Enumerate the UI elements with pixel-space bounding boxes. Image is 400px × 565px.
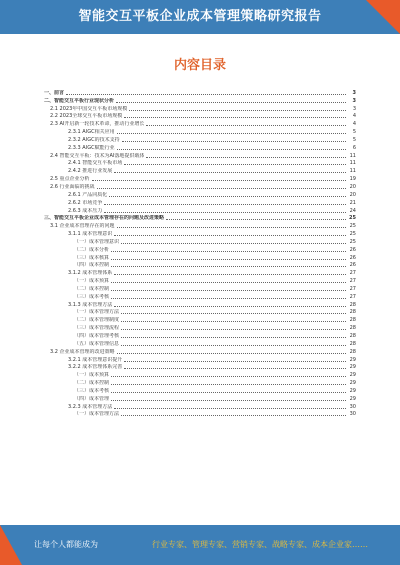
toc-leader-dots [111, 376, 346, 377]
toc-leader-dots [111, 282, 346, 283]
toc-entry-label: （二）成本控制 [74, 380, 110, 387]
toc-entry[interactable] [44, 284, 356, 292]
toc-entry-page: 27 [349, 285, 356, 292]
toc-leader-dots [66, 94, 346, 95]
toc-entry-label: 3.1.3 成本管理方法 [68, 301, 113, 308]
toc-entry[interactable] [44, 386, 356, 394]
toc-entry-page: 29 [349, 364, 356, 371]
toc-entry[interactable] [44, 402, 356, 410]
toc-entry[interactable] [44, 323, 356, 331]
toc-entry[interactable] [44, 182, 356, 190]
footer-tagline: 行业专家、管理专家、营销专家、战略专家、成本企业家…… [152, 540, 368, 549]
toc-entry[interactable] [44, 410, 356, 418]
toc-entry[interactable] [44, 119, 356, 127]
toc-entry[interactable] [44, 190, 356, 198]
toc-entry[interactable] [44, 143, 356, 151]
toc-entry-page: 26 [349, 246, 356, 253]
corner-decoration [366, 0, 400, 34]
toc-entry-label: 2.4.1 智能交互平板市场 [68, 160, 123, 167]
toc-entry-label: （二）成本分析 [74, 246, 110, 253]
toc-entry-page: 4 [352, 113, 356, 120]
toc-leader-dots [111, 400, 346, 401]
toc-entry-label: 2.1 2023年中国交互平板市场规模 [50, 105, 128, 112]
toc-entry-page: 25 [349, 231, 356, 238]
toc-leader-dots [111, 290, 346, 291]
toc-entry[interactable] [44, 104, 356, 112]
toc-entry-label: 2.6.1 产品同质化 [68, 191, 108, 198]
toc-entry-label: 3.1.2 成本管理体系 [68, 270, 113, 277]
toc-entry-page: 20 [349, 191, 356, 198]
toc-entry[interactable] [44, 370, 356, 378]
toc-leader-dots [146, 157, 346, 158]
toc-entry-page: 29 [349, 395, 356, 402]
toc-entry[interactable] [44, 206, 356, 214]
toc-entry[interactable] [44, 221, 356, 229]
toc-entry-label: 2.4.2 推进行业发展 [68, 168, 113, 175]
toc-leader-dots [146, 125, 346, 126]
toc-leader-dots [114, 172, 346, 173]
table-of-contents [44, 88, 356, 417]
toc-entry[interactable] [44, 159, 356, 167]
toc-leader-dots [114, 408, 346, 409]
toc-entry-label: （三）成本管理流程 [74, 325, 120, 332]
toc-entry-label: （一）成本预算 [74, 372, 110, 379]
toc-entry-page: 28 [349, 301, 356, 308]
toc-entry[interactable] [44, 174, 356, 182]
toc-leader-dots [124, 368, 346, 369]
toc-leader-dots [121, 329, 346, 330]
toc-entry[interactable] [44, 166, 356, 174]
toc-entry-page: 28 [349, 340, 356, 347]
toc-entry[interactable] [44, 112, 356, 120]
toc-entry-label: （四）成本控制 [74, 262, 110, 269]
toc-leader-dots [116, 102, 346, 103]
toc-entry-label: （一）成本管理意识 [74, 238, 120, 245]
toc-entry-page: 28 [349, 317, 356, 324]
toc-leader-dots [117, 353, 346, 354]
toc-leader-dots [111, 251, 346, 252]
toc-entry-page: 25 [349, 238, 356, 245]
report-title: 智能交互平板企业成本管理策略研究报告 [78, 9, 322, 24]
toc-entry[interactable] [44, 268, 356, 276]
toc-leader-dots [92, 180, 346, 181]
toc-entry[interactable] [44, 394, 356, 402]
toc-entry-page: 30 [349, 411, 356, 418]
toc-entry-page: 25 [349, 223, 356, 230]
toc-entry-label: 2.4 智能交互平板：技术为AI落地提供载体 [50, 152, 145, 159]
toc-entry[interactable] [44, 339, 356, 347]
footer-slogan: 让每个人都能成为 [34, 540, 98, 549]
toc-leader-dots [111, 384, 346, 385]
toc-entry[interactable] [44, 253, 356, 261]
toc-leader-dots [124, 164, 346, 165]
toc-entry-page: 27 [349, 270, 356, 277]
toc-entry-page: 5 [352, 129, 356, 136]
toc-entry-page: 27 [349, 293, 356, 300]
toc-entry-label: （四）成本管理考核 [74, 333, 120, 339]
toc-entry-label: 一、前言 [44, 89, 65, 96]
toc-entry-label: （二）成本管理制度 [74, 317, 120, 324]
toc-leader-dots [109, 196, 346, 197]
toc-entry[interactable] [44, 300, 356, 308]
toc-entry-label: 2.6 行业面临的挑战 [50, 183, 95, 190]
toc-leader-dots [104, 204, 346, 205]
toc-entry-page: 29 [349, 356, 356, 363]
toc-entry-page: 28 [349, 333, 356, 339]
toc-entry[interactable] [44, 245, 356, 253]
toc-entry-page: 6 [352, 144, 356, 151]
toc-leader-dots [122, 141, 346, 142]
toc-entry-page: 19 [349, 176, 356, 183]
toc-entry[interactable] [44, 355, 356, 363]
toc-entry-label: （三）成本考核 [74, 293, 110, 300]
toc-entry-label: 2.2 2023全球交互平板市场规模 [50, 113, 123, 120]
toc-entry-page: 11 [349, 168, 356, 175]
toc-entry-page: 11 [349, 152, 356, 159]
toc-leader-dots [129, 110, 346, 111]
toc-entry-page: 28 [349, 325, 356, 332]
toc-entry-label: （四）成本管理 [74, 395, 110, 402]
toc-entry-page: 5 [352, 136, 356, 143]
toc-entry-label: （一）成本管理方法 [74, 309, 120, 316]
toc-entry-page: 28 [349, 348, 356, 355]
toc-entry-page: 3 [352, 89, 356, 96]
toc-leader-dots [111, 259, 346, 260]
toc-entry[interactable] [44, 276, 356, 284]
toc-entry-page: 21 [349, 199, 356, 206]
toc-entry-page: 30 [349, 403, 356, 410]
toc-entry-label: 2.6.2 市场竞争 [68, 199, 103, 206]
toc-entry-label: 2.3.1 AIGC相关应用 [68, 129, 115, 136]
toc-heading: 内容目录 [173, 58, 226, 73]
toc-entry[interactable] [44, 292, 356, 300]
toc-entry[interactable] [44, 261, 356, 269]
toc-entry-page: 26 [349, 254, 356, 261]
toc-entry-page: 28 [349, 309, 356, 316]
toc-entry[interactable] [44, 96, 356, 104]
toc-entry[interactable] [44, 214, 356, 222]
toc-leader-dots [121, 321, 346, 322]
toc-entry[interactable] [44, 378, 356, 386]
toc-entry-label: 2.3 AI开启新一轮技术革命，推动行业增长 [50, 121, 145, 128]
toc-entry-label: 2.3.3 AIGC赋能行业 [68, 144, 115, 151]
toc-leader-dots [117, 133, 346, 134]
toc-entry[interactable] [44, 363, 356, 371]
toc-leader-dots [117, 149, 346, 150]
toc-entry[interactable] [44, 315, 356, 323]
toc-entry-page: 4 [352, 121, 356, 128]
toc-entry-page: 3 [352, 97, 356, 104]
toc-entry-label: （二）成本控制 [74, 285, 110, 292]
toc-entry-label: 3.2.2 成本管理体系完善 [68, 364, 123, 371]
toc-entry-label: 2.5 重点企业分析 [50, 176, 90, 183]
header-bar [0, 0, 400, 34]
toc-entry-label: 2.6.3 成本压力 [68, 207, 103, 214]
toc-entry-label: 3.1.1 成本管理意识 [68, 231, 113, 238]
toc-entry-page: 20 [349, 183, 356, 190]
toc-leader-dots [121, 345, 346, 346]
toc-leader-dots [124, 361, 346, 362]
toc-entry-page: 27 [349, 278, 356, 285]
toc-leader-dots [117, 227, 346, 228]
toc-entry[interactable] [44, 229, 356, 237]
toc-entry[interactable] [44, 198, 356, 206]
toc-leader-dots [121, 313, 346, 314]
toc-entry-page: 29 [349, 387, 356, 394]
toc-leader-dots [111, 298, 346, 299]
toc-entry-page: 11 [349, 160, 356, 167]
toc-entry-page: 25 [349, 215, 356, 222]
toc-leader-dots [121, 337, 346, 338]
toc-entry-label: 二、智能交互平板行业现状分析 [44, 97, 115, 104]
footer-decoration [0, 525, 22, 565]
toc-leader-dots [114, 306, 346, 307]
toc-entry-label: 3.2.3 成本管理方法 [68, 403, 113, 410]
toc-entry-page: 26 [349, 262, 356, 269]
toc-entry[interactable] [44, 127, 356, 135]
toc-leader-dots [104, 212, 346, 213]
toc-entry-page: 24 [349, 207, 356, 214]
toc-entry[interactable] [44, 237, 356, 245]
toc-entry[interactable] [44, 135, 356, 143]
toc-leader-dots [111, 392, 346, 393]
toc-leader-dots [121, 415, 346, 416]
toc-entry[interactable] [44, 88, 356, 96]
toc-leader-dots [114, 235, 346, 236]
toc-leader-dots [166, 219, 346, 220]
toc-entry-label: 3.2 企业成本管理的改进策略 [50, 348, 115, 355]
toc-entry-label: （一）成本管理方法 [74, 411, 120, 418]
toc-leader-dots [121, 243, 346, 244]
toc-entry-page: 29 [349, 380, 356, 387]
toc-entry-label: 三、智能交互平板企业成本管理存在的问题及改进策略 [44, 215, 165, 222]
toc-entry-label: 2.3.2 AIGC的技术支持 [68, 136, 120, 143]
toc-entry-page: 3 [352, 105, 356, 112]
toc-entry[interactable] [44, 331, 356, 339]
toc-entry-label: 3.1 企业成本管理存在的问题 [50, 223, 115, 230]
toc-entry[interactable] [44, 151, 356, 159]
toc-leader-dots [124, 117, 346, 118]
toc-entry-label: （五）成本管理信息 [74, 340, 120, 347]
toc-leader-dots [111, 266, 346, 267]
toc-entry-label: 3.2.1 成本管理意识提升 [68, 356, 123, 363]
footer-bar [0, 525, 400, 565]
toc-entry-label: （三）成本核算 [74, 254, 110, 261]
toc-leader-dots [97, 188, 346, 189]
toc-leader-dots [114, 274, 346, 275]
toc-entry-label: （一）成本预算 [74, 278, 110, 285]
toc-entry-page: 29 [349, 372, 356, 379]
toc-entry[interactable] [44, 308, 356, 316]
toc-entry[interactable] [44, 347, 356, 355]
toc-entry-label: （三）成本考核 [74, 387, 110, 394]
